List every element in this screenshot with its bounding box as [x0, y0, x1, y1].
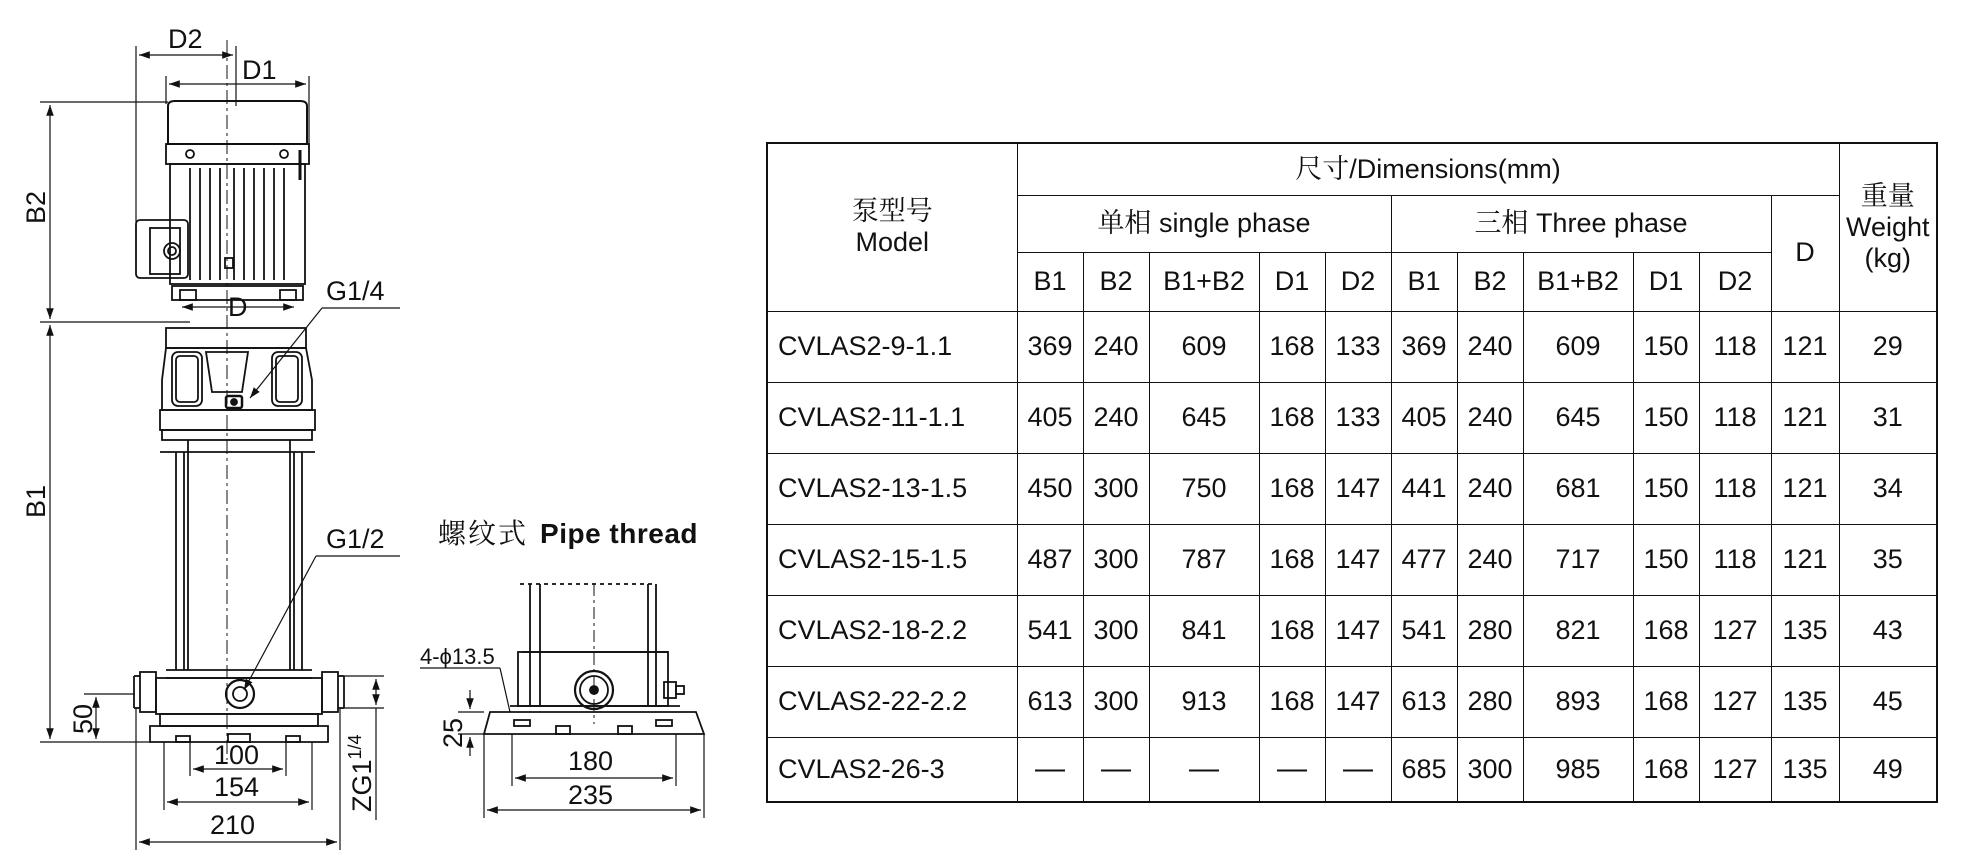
three-phase-header: 三相 Three phase [1391, 195, 1771, 252]
weight-cell: 35 [1839, 524, 1937, 595]
model-cell: CVLAS2-9-1.1 [767, 311, 1017, 382]
weight-header-unit: (kg) [1864, 242, 1911, 273]
single-b1-header: B1 [1017, 252, 1083, 311]
dim-label-b2: B2 [21, 190, 51, 224]
single-b1b2-header: B1+B2 [1149, 252, 1259, 311]
three-b1b2-cell: 681 [1523, 453, 1633, 524]
three-b1b2-cell: 609 [1523, 311, 1633, 382]
three-d1-header: D1 [1633, 252, 1699, 311]
single-b2-cell: 240 [1083, 382, 1149, 453]
three-b1-cell: 477 [1391, 524, 1457, 595]
table-row [767, 311, 1937, 382]
pipe-thread-view [420, 584, 704, 818]
single-d1-cell: 168 [1259, 524, 1325, 595]
model-cell: CVLAS2-15-1.5 [767, 524, 1017, 595]
d-cell: 121 [1771, 524, 1839, 595]
three-b2-cell: 240 [1457, 453, 1523, 524]
single-b1b2-cell: 787 [1149, 524, 1259, 595]
model-header-cn: 泵型号 [851, 196, 933, 227]
single-b2-cell: — [1083, 737, 1149, 802]
single-phase-header: 单相 single phase [1017, 195, 1391, 252]
three-b1b2-cell: 717 [1523, 524, 1633, 595]
three-d1-cell: 150 [1633, 311, 1699, 382]
three-d2-cell: 118 [1699, 382, 1771, 453]
model-cell: CVLAS2-18-2.2 [767, 595, 1017, 666]
three-b1-cell: 405 [1391, 382, 1457, 453]
thread-label-g14: G1/4 [326, 276, 385, 306]
weight-cell: 49 [1839, 737, 1937, 802]
d-cell: 121 [1771, 311, 1839, 382]
pipe-thread-title-cn: 螺纹式 [438, 518, 529, 549]
single-b1b2-cell: — [1149, 737, 1259, 802]
three-d2-cell: 127 [1699, 737, 1771, 802]
three-b1-cell: 685 [1391, 737, 1457, 802]
pump-base [134, 672, 344, 742]
dim-label-180: 180 [568, 746, 614, 776]
single-b1b2-cell: 645 [1149, 382, 1259, 453]
three-d2-cell: 127 [1699, 666, 1771, 737]
weight-cell: 34 [1839, 453, 1937, 524]
three-b1-cell: 369 [1391, 311, 1457, 382]
dim-label-25: 25 [438, 717, 468, 748]
single-b1b2-cell: 913 [1149, 666, 1259, 737]
pipe-thread-title-en: Pipe thread [540, 518, 698, 549]
single-d2-cell: 147 [1325, 595, 1391, 666]
single-d2-cell: 147 [1325, 666, 1391, 737]
single-b1-cell: 450 [1017, 453, 1083, 524]
dim-label-154: 154 [214, 772, 260, 802]
dimensions-header: 尺寸/Dimensions(mm) [1017, 143, 1839, 195]
three-b2-header: B2 [1457, 252, 1523, 311]
model-cell: CVLAS2-22-2.2 [767, 666, 1017, 737]
single-b2-cell: 300 [1083, 595, 1149, 666]
three-b1b2-cell: 821 [1523, 595, 1633, 666]
model-header-en: Model [855, 227, 930, 258]
single-b2-cell: 300 [1083, 524, 1149, 595]
three-d1-cell: 168 [1633, 595, 1699, 666]
d-cell: 135 [1771, 595, 1839, 666]
dim-label-zg: $ZG1^{1/4}$ [345, 734, 377, 812]
single-b1-cell: 613 [1017, 666, 1083, 737]
weight-cell: 31 [1839, 382, 1937, 453]
d-cell: 135 [1771, 666, 1839, 737]
three-b1-cell: 441 [1391, 453, 1457, 524]
three-b1b2-header: B1+B2 [1523, 252, 1633, 311]
single-d1-cell: 168 [1259, 382, 1325, 453]
table-row [767, 382, 1937, 453]
model-cell: CVLAS2-13-1.5 [767, 453, 1017, 524]
dim-label-235: 235 [568, 780, 614, 810]
pump-dimension-drawing [0, 0, 780, 868]
model-header [767, 143, 1017, 311]
single-d1-cell: 168 [1259, 453, 1325, 524]
weight-cell: 29 [1839, 311, 1937, 382]
three-b2-cell: 240 [1457, 382, 1523, 453]
dim-label-d2: D2 [168, 24, 203, 54]
single-d2-cell: 147 [1325, 453, 1391, 524]
single-d1-cell: 168 [1259, 666, 1325, 737]
three-b1b2-cell: 645 [1523, 382, 1633, 453]
table-row [767, 524, 1937, 595]
dim-label-b1: B1 [21, 484, 51, 518]
single-b1b2-cell: 841 [1149, 595, 1259, 666]
three-b2-cell: 240 [1457, 311, 1523, 382]
weight-cell: 43 [1839, 595, 1937, 666]
single-b1b2-cell: 609 [1149, 311, 1259, 382]
three-d1-cell: 150 [1633, 524, 1699, 595]
d-cell: 121 [1771, 453, 1839, 524]
table-row [767, 595, 1937, 666]
single-d2-cell: 147 [1325, 524, 1391, 595]
three-d2-header: D2 [1699, 252, 1771, 311]
three-d1-cell: 150 [1633, 453, 1699, 524]
d-cell: 135 [1771, 737, 1839, 802]
d-header: D [1771, 195, 1839, 311]
dim-label-100: 100 [214, 740, 260, 770]
single-b1-cell: 405 [1017, 382, 1083, 453]
single-d2-cell: — [1325, 737, 1391, 802]
table-row [767, 666, 1937, 737]
dim-label-d: D [228, 292, 248, 322]
weight-cell: 45 [1839, 666, 1937, 737]
pipe-thread-title [438, 512, 698, 552]
single-b2-cell: 300 [1083, 453, 1149, 524]
dim-label-d1: D1 [242, 55, 277, 85]
three-d2-cell: 118 [1699, 524, 1771, 595]
three-b1-cell: 541 [1391, 595, 1457, 666]
three-b1-cell: 613 [1391, 666, 1457, 737]
weight-header [1839, 143, 1937, 311]
table-row [767, 453, 1937, 524]
three-b1-header: B1 [1391, 252, 1457, 311]
three-b1b2-cell: 985 [1523, 737, 1633, 802]
single-b2-cell: 240 [1083, 311, 1149, 382]
single-d2-cell: 133 [1325, 311, 1391, 382]
three-d2-cell: 127 [1699, 595, 1771, 666]
three-b2-cell: 240 [1457, 524, 1523, 595]
three-b2-cell: 300 [1457, 737, 1523, 802]
single-b1-cell: 541 [1017, 595, 1083, 666]
single-d1-header: D1 [1259, 252, 1325, 311]
single-b2-cell: 300 [1083, 666, 1149, 737]
three-b2-cell: 280 [1457, 595, 1523, 666]
three-d2-cell: 118 [1699, 311, 1771, 382]
single-d1-cell: — [1259, 737, 1325, 802]
weight-header-cn: 重量 [1860, 180, 1915, 211]
thread-label-g12: G1/2 [326, 524, 385, 554]
single-b1-cell: 487 [1017, 524, 1083, 595]
model-cell: CVLAS2-26-3 [767, 737, 1017, 802]
pump-column [166, 452, 312, 678]
three-d1-cell: 168 [1633, 666, 1699, 737]
weight-header-en: Weight [1845, 211, 1930, 242]
single-d1-cell: 168 [1259, 311, 1325, 382]
dim-label-210: 210 [210, 810, 256, 840]
three-d2-cell: 118 [1699, 453, 1771, 524]
single-b2-header: B2 [1083, 252, 1149, 311]
table-row [767, 737, 1937, 802]
three-b1b2-cell: 893 [1523, 666, 1633, 737]
dim-label-50: 50 [68, 703, 98, 734]
single-b1-cell: — [1017, 737, 1083, 802]
single-b1b2-cell: 750 [1149, 453, 1259, 524]
d-cell: 121 [1771, 382, 1839, 453]
three-d1-cell: 150 [1633, 382, 1699, 453]
spec-table-body [767, 311, 1937, 802]
model-cell: CVLAS2-11-1.1 [767, 382, 1017, 453]
three-b2-cell: 280 [1457, 666, 1523, 737]
single-b1-cell: 369 [1017, 311, 1083, 382]
motor [136, 101, 309, 300]
single-d1-cell: 168 [1259, 595, 1325, 666]
single-d2-header: D2 [1325, 252, 1391, 311]
three-d1-cell: 168 [1633, 737, 1699, 802]
single-d2-cell: 133 [1325, 382, 1391, 453]
dimension-spec-table [766, 142, 1938, 803]
dim-label-holes: 4-ϕ13.5 [420, 644, 495, 669]
